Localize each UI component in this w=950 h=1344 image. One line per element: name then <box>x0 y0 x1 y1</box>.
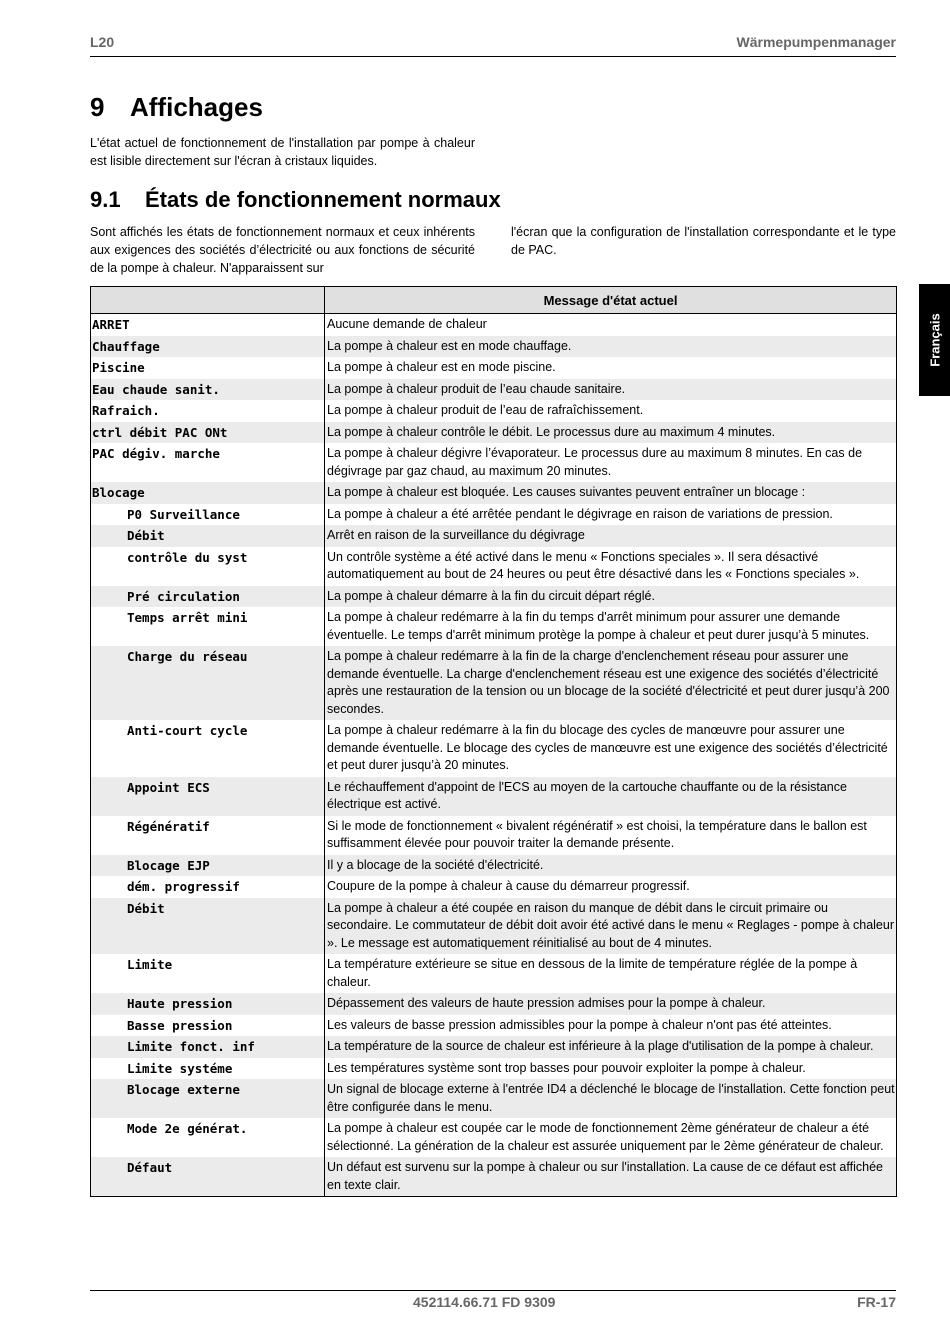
page-header <box>90 34 896 57</box>
table-row <box>91 1157 897 1197</box>
status-code: Basse pression <box>91 1015 325 1037</box>
table-row <box>91 504 897 526</box>
status-description: Un contrôle système a été activé dans le menu « Fonctions speciales ». Il sera désactivé automatiquement au bout de 24 heures ou peut être désactivé dans les « Fonctions speciales ». <box>325 547 897 586</box>
header-product: Wärmepumpenmanager <box>736 34 896 50</box>
subsection-text-col2: l'écran que la configuration de l'installation correspondante et le type de PAC. <box>511 225 896 257</box>
table-row <box>91 357 897 379</box>
section-intro: L'état actuel de fonctionnement de l'installation par pompe à chaleur est lisible directement sur l'écran à cristaux liquides. <box>90 136 475 168</box>
status-code: P0 Surveillance <box>91 504 325 526</box>
table-row <box>91 1058 897 1080</box>
status-code: Blocage externe <box>91 1079 325 1118</box>
status-code: ctrl débit PAC ONt <box>91 422 325 444</box>
status-description: La pompe à chaleur redémarre à la fin du blocage des cycles de manœuvre pour assurer une demande éventuelle. Le blocage des cycles de manœuvre est une exigence des sociétés d’électricité et peut durer jusqu’à 20 minutes. <box>325 720 897 777</box>
status-code: Charge du réseau <box>91 646 325 720</box>
footer-doc-number: 452114.66.71 FD 9309 <box>413 1294 556 1310</box>
language-tab-label: Français <box>927 313 942 367</box>
table-row <box>91 993 897 1015</box>
status-description: La pompe à chaleur redémarre à la fin de la charge d'enclenchement réseau pour assurer une demande éventuelle. La charge d'enclenchement réseau est une exigence des sociétés d’électricité après une restauration de la tension ou un blocage de la société d'électricité et peut durer jusqu’à 200 secondes. <box>325 646 897 720</box>
status-code: Chauffage <box>91 336 325 358</box>
status-description: Un signal de blocage externe à l'entrée ID4 a déclenché le blocage de l'installation. Cette fonction peut être configurée dans le menu. <box>325 1079 897 1118</box>
header-model: L20 <box>90 34 115 50</box>
table-row <box>91 777 897 816</box>
table-row <box>91 1079 897 1118</box>
status-code: contrôle du syst <box>91 547 325 586</box>
table-row <box>91 525 897 547</box>
status-description: La pompe à chaleur démarre à la fin du circuit départ réglé. <box>325 586 897 608</box>
status-description: Dépassement des valeurs de haute pression admises pour la pompe à chaleur. <box>325 993 897 1015</box>
table-row <box>91 607 897 646</box>
table-row <box>91 1036 897 1058</box>
status-code: Appoint ECS <box>91 777 325 816</box>
status-code: Pré circulation <box>91 586 325 608</box>
table-header-row <box>91 287 897 314</box>
table-row <box>91 314 897 336</box>
status-description: Aucune demande de chaleur <box>325 314 897 336</box>
status-description: La température extérieure se situe en dessous de la limite de température réglée de la pompe à chaleur. <box>325 954 897 993</box>
status-code: Anti-court cycle <box>91 720 325 777</box>
status-code: Temps arrêt mini <box>91 607 325 646</box>
status-description: Le réchauffement d'appoint de l'ECS au moyen de la cartouche chauffante ou de la résistance électrique est activé. <box>325 777 897 816</box>
status-description: Si le mode de fonctionnement « bivalent régénératif » est choisi, la température dans le ballon est suffisamment élevée pour pouvoir traiter la demande présente. <box>325 816 897 855</box>
status-message-table <box>90 286 897 1197</box>
table-row <box>91 482 897 504</box>
table-row <box>91 443 897 482</box>
status-description: Un défaut est survenu sur la pompe à chaleur ou sur l'installation. La cause de ce défaut est affichée en texte clair. <box>325 1157 897 1197</box>
table-row <box>91 1015 897 1037</box>
table-row <box>91 855 897 877</box>
table-row <box>91 720 897 777</box>
status-code: Débit <box>91 898 325 955</box>
status-code: Haute pression <box>91 993 325 1015</box>
status-code: ARRET <box>91 314 325 336</box>
table-header-code <box>91 287 325 314</box>
status-description: La pompe à chaleur produit de l’eau chaude sanitaire. <box>325 379 897 401</box>
status-code: Rafraich. <box>91 400 325 422</box>
status-description: La pompe à chaleur redémarre à la fin du temps d'arrêt minimum pour assurer une demande éventuelle. Le temps d'arrêt minimum protège la pompe à chaleur et peut durer jusqu’à 5 minutes. <box>325 607 897 646</box>
status-description: La pompe à chaleur est en mode piscine. <box>325 357 897 379</box>
section-title: Affichages <box>130 92 263 122</box>
table-row <box>91 816 897 855</box>
status-description: La pompe à chaleur produit de l’eau de rafraîchissement. <box>325 400 897 422</box>
table-row <box>91 400 897 422</box>
status-code: Limite systéme <box>91 1058 325 1080</box>
status-code: Limite <box>91 954 325 993</box>
table-row <box>91 646 897 720</box>
status-description: Les valeurs de basse pression admissibles pour la pompe à chaleur n'ont pas été atteintes. <box>325 1015 897 1037</box>
status-description: Arrêt en raison de la surveillance du dégivrage <box>325 525 897 547</box>
section-heading <box>90 92 263 123</box>
table-row <box>91 547 897 586</box>
table-header-message: Message d'état actuel <box>325 287 897 314</box>
status-description: La pompe à chaleur a été arrêtée pendant le dégivrage en raison de variations de pression. <box>325 504 897 526</box>
status-code: Régénératif <box>91 816 325 855</box>
table-row <box>91 954 897 993</box>
status-code: Blocage <box>91 482 325 504</box>
status-code: Blocage EJP <box>91 855 325 877</box>
status-description: La pompe à chaleur est coupée car le mode de fonctionnement 2ème générateur de chaleur a été sélectionné. La génération de la chaleur est assurée uniquement par le 2ème générateur de chaleur. <box>325 1118 897 1157</box>
table-row <box>91 898 897 955</box>
status-code: Défaut <box>91 1157 325 1197</box>
subsection-text-col1: Sont affichés les états de fonctionnement normaux et ceux inhérents aux exigences des sociétés d’électricité ou aux fonctions de sécurité de la pompe à chaleur. N'apparaissent sur <box>90 225 475 275</box>
subsection-number: 9.1 <box>90 187 121 212</box>
status-description: La pompe à chaleur est en mode chauffage. <box>325 336 897 358</box>
table-body <box>91 314 897 1197</box>
table-row <box>91 1118 897 1157</box>
status-code: dém. progressif <box>91 876 325 898</box>
language-tab <box>919 284 950 396</box>
status-code: Piscine <box>91 357 325 379</box>
status-code: PAC dégiv. marche <box>91 443 325 482</box>
footer-page-number: FR-17 <box>857 1294 896 1310</box>
table-row <box>91 876 897 898</box>
status-code: Limite fonct. inf <box>91 1036 325 1058</box>
subsection-heading <box>90 187 501 213</box>
status-description: La pompe à chaleur est bloquée. Les causes suivantes peuvent entraîner un blocage : <box>325 482 897 504</box>
table-row <box>91 586 897 608</box>
status-description: La pompe à chaleur contrôle le débit. Le processus dure au maximum 4 minutes. <box>325 422 897 444</box>
status-code: Eau chaude sanit. <box>91 379 325 401</box>
page-footer <box>90 1290 896 1315</box>
status-code: Débit <box>91 525 325 547</box>
section-number: 9 <box>90 92 105 122</box>
table-row <box>91 336 897 358</box>
subsection-title: États de fonctionnement normaux <box>145 187 501 212</box>
status-description: La pompe à chaleur dégivre l’évaporateur. Le processus dure au maximum 8 minutes. En cas de dégivrage par gaz chaud, au maximum 20 minutes. <box>325 443 897 482</box>
status-description: Il y a blocage de la société d'électricité. <box>325 855 897 877</box>
table-row <box>91 422 897 444</box>
status-description: La température de la source de chaleur est inférieure à la plage d'utilisation de la pompe à chaleur. <box>325 1036 897 1058</box>
status-description: Coupure de la pompe à chaleur à cause du démarreur progressif. <box>325 876 897 898</box>
table-row <box>91 379 897 401</box>
status-description: La pompe à chaleur a été coupée en raison du manque de débit dans le circuit primaire ou secondaire. Le commutateur de débit doit avoir été activé dans le menu « Reglages - pompe à chaleur ». Le message est automatiquement réinitialisé au bout de 4 minutes. <box>325 898 897 955</box>
status-code: Mode 2e générat. <box>91 1118 325 1157</box>
status-description: Les températures système sont trop basses pour pouvoir exploiter la pompe à chaleur. <box>325 1058 897 1080</box>
